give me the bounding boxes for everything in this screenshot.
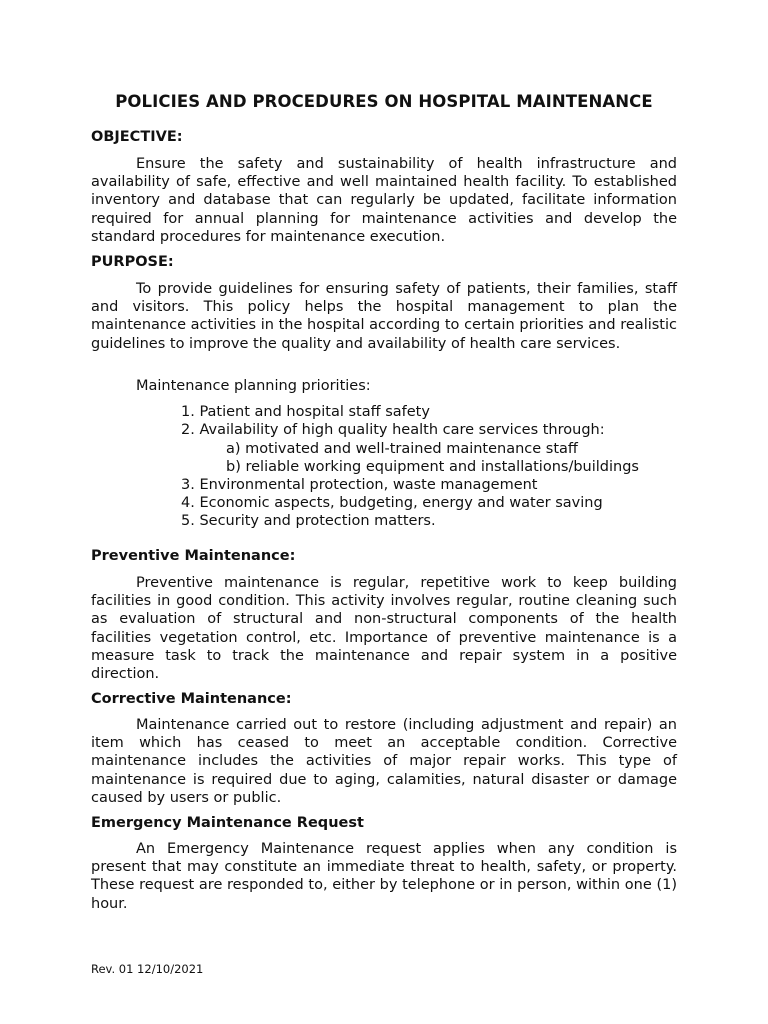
purpose-heading: PURPOSE: [91, 254, 174, 270]
document-title: POLICIES AND PROCEDURES ON HOSPITAL MAINTENANCE [115, 92, 653, 111]
objective-paragraph: Ensure the safety and sustainability of health infrastructure and availability of safe, effective and well maintained health facility. To established inventory and database that can regularly be updated, facilitate information required for annual planning for maintenance activities and develop the standard procedures for maintenance execution. [91, 156, 677, 245]
purpose-paragraph: To provide guidelines for ensuring safety of patients, their families, staff and visitors. This policy helps the hospital management to plan the maintenance activities in the hospital according to certain priorities and realistic guidelines to improve the quality and availability of health care services. [91, 281, 677, 352]
priority-item: 3. Environmental protection, waste management [181, 477, 538, 493]
preventive-paragraph: Preventive maintenance is regular, repetitive work to keep building facilities in good condition. This activity involves regular, routine cleaning such as evaluation of structural and non-structural components of the health facilities vegetation control, etc. Importance of preventive maintenance is a measure task to track the maintenance and repair system in a positive direction. [91, 575, 677, 683]
priority-item: 1. Patient and hospital staff safety [181, 404, 430, 420]
corrective-paragraph: Maintenance carried out to restore (including adjustment and repair) an item which has ceased to meet an acceptable condition. Corrective maintenance includes the activities of major repair works. This type of maintenance is required due to aging, calamities, natural disaster or damage caused by users or public. [91, 717, 677, 806]
corrective-heading: Corrective Maintenance: [91, 691, 292, 707]
emergency-heading: Emergency Maintenance Request [91, 815, 364, 831]
emergency-paragraph: An Emergency Maintenance request applies when any condition is present that may constitute an immediate threat to health, safety, or property. These request are responded to, either by telephone or in person, within one (1) hour. [91, 841, 677, 912]
objective-heading: OBJECTIVE: [91, 129, 183, 145]
priority-sub-item: a) motivated and well-trained maintenance staff [226, 441, 578, 457]
priorities-intro: Maintenance planning priorities: [136, 378, 371, 394]
priority-item: 2. Availability of high quality health care services through: [181, 422, 605, 438]
preventive-heading: Preventive Maintenance: [91, 548, 296, 564]
priority-item: 4. Economic aspects, budgeting, energy and water saving [181, 495, 603, 511]
revision-footer: Rev. 01 12/10/2021 [91, 962, 204, 976]
priority-item: 5. Security and protection matters. [181, 513, 436, 529]
priority-sub-item: b) reliable working equipment and installations/buildings [226, 459, 639, 475]
